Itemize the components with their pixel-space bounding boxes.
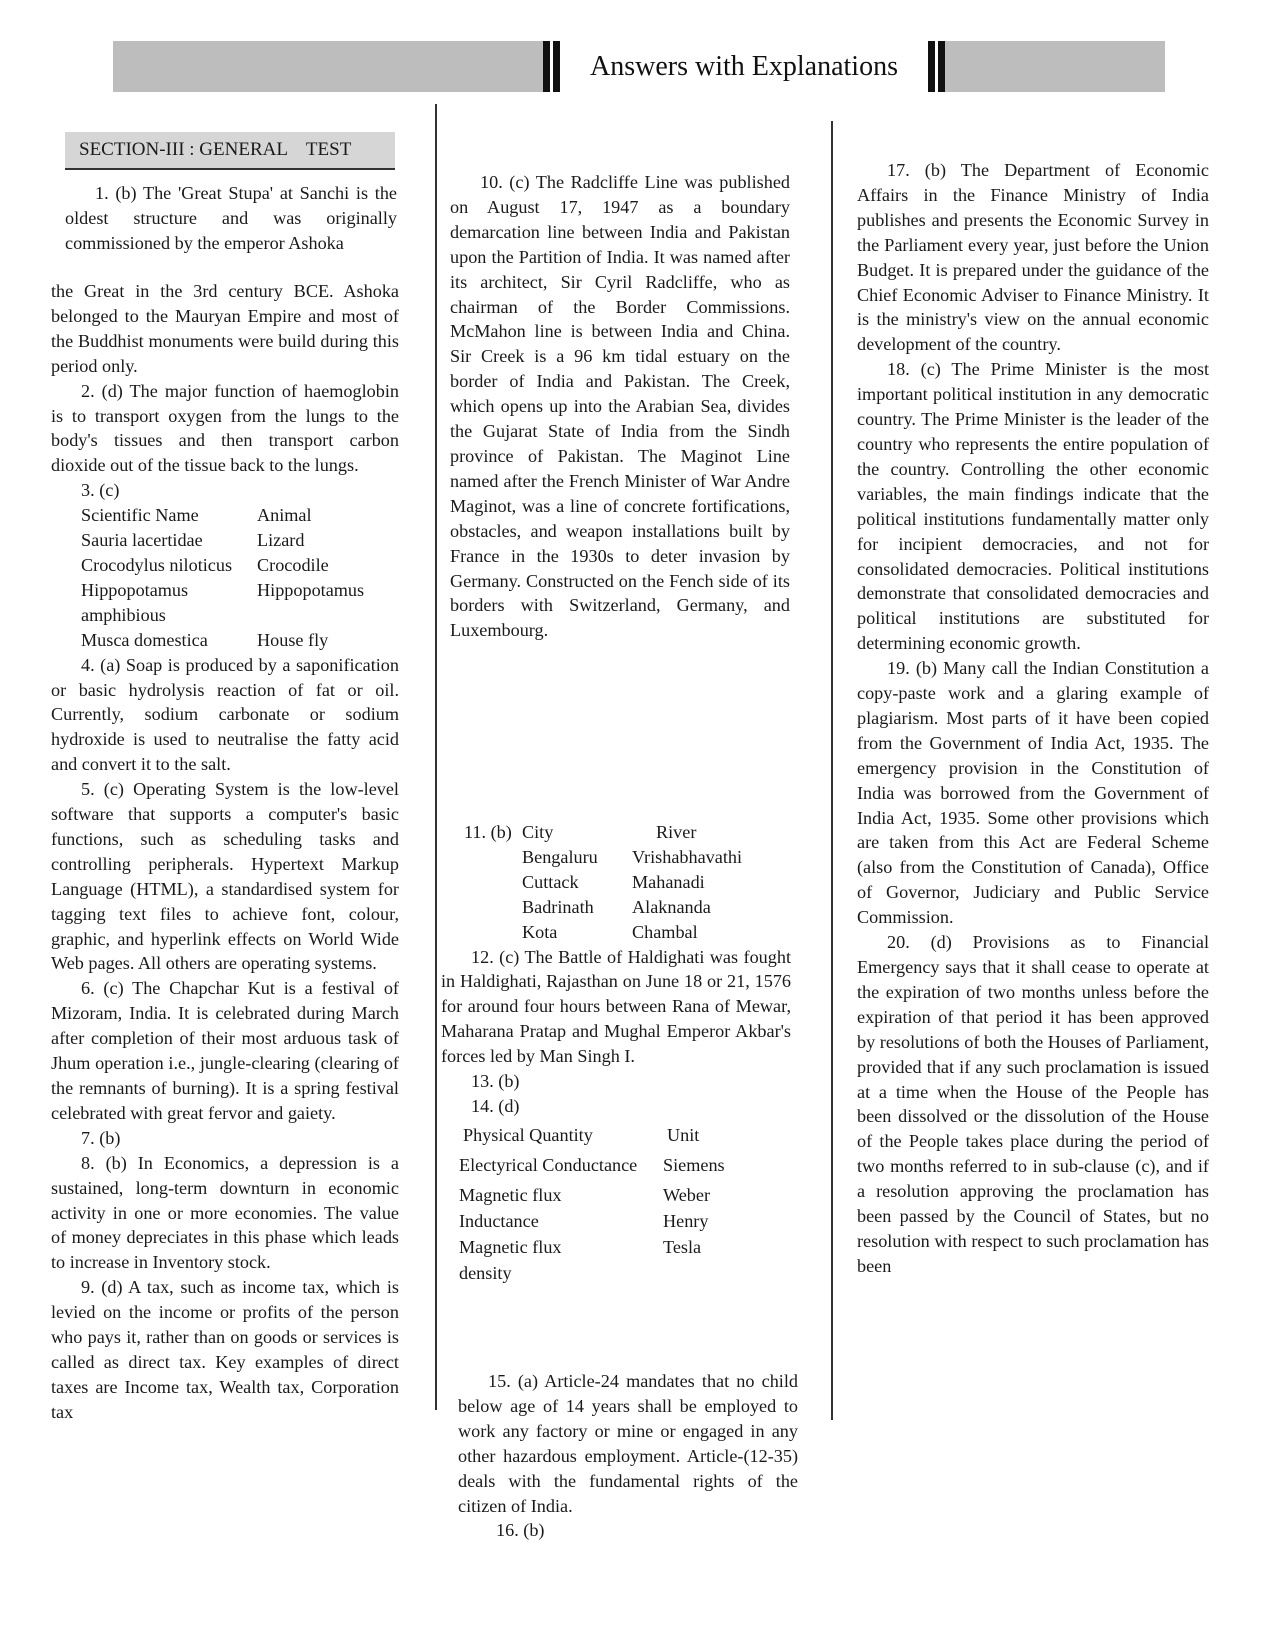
answer-11: 11. (b) [464, 822, 512, 842]
header-title-box [543, 41, 945, 92]
table-cell: Musca domestica [81, 629, 208, 650]
table-row [81, 528, 364, 553]
table-cell: Inductance [459, 1210, 539, 1231]
table-row [464, 895, 742, 920]
table-cell: Mahanadi [632, 871, 705, 892]
table-physical-quantity [459, 1122, 725, 1286]
answer-19: 19. (b) Many call the Indian Constitution a copy-paste work and a glaring example of plagiarism. Most parts of it have been copied from the Government of India Act, 1935. The emergency provision in the Constitution of India was borrowed from the Government of India Act, 1935. Some other provisions which are taken from this Act are Federal Scheme (also from the Constitution of Canada), Office of Governor, Judiciary and Public Service Commission. [857, 658, 1209, 928]
answer-intro [65, 181, 397, 256]
answer-20: 20. (d) Provisions as to Financial Emergency says that it shall cease to operate at the expiration of two months unless before the expiration of that period it has been approved by resolutions of both the Houses of Parliament, provided that if any such proclamation is issued at a time when the House of the People has been dissolved or the dissolution of the House of the People takes place during the period of two months referred to in sub-clause (c), and if a resolution approving the proclamation has been passed by the Council of States, but no resolution with respect to such proclamation has been [857, 932, 1209, 1276]
table-row [459, 1208, 725, 1234]
section-heading [65, 132, 395, 170]
answer-10: 10. (c) The Radcliffe Line was published on August 17, 1947 as a boundary demarcation line between India and Pakistan upon the Partition of India. It was named after its architect, Sir Cyril Radcliffe, who as chairman of the Border Commissions. McMahon line is between India and China. Sir Creek is a 96 km tidal estuary on the border of India and Pakistan. The Creek, which opens up into the Arabian Sea, divides the Gujarat State of India from the Sindh province of Pakistan. The Maginot Line named after the French Minister of War Andre Maginot, was a line of concrete fortifications, obstacles, and weapon installations built by France in the 1930s to deter invasion by Germany. Constructed on the Fench side of its borders with Switzerland, Germany, and Luxembourg. [450, 172, 790, 641]
answer-14: 14. (d) [471, 1095, 520, 1116]
table-cell: Weber [663, 1184, 711, 1205]
table-row [464, 845, 742, 870]
table-city-river [464, 820, 742, 945]
table-header-cell: Physical Quantity [463, 1124, 593, 1145]
table-header-cell: City [522, 822, 554, 842]
table-header-cell: River [656, 822, 697, 842]
table-cell: Tesla [663, 1236, 702, 1257]
table-cell: Alaknanda [632, 896, 711, 917]
table-cell: Sauria lacertidae [81, 530, 203, 551]
table-cell: Kota [522, 921, 558, 942]
answer-7: 7. (b) [81, 1127, 121, 1148]
table-cell: Vrishabhavathi [632, 846, 743, 867]
answer-1-part-1: 1. (b) The 'Great Stupa' at Sanchi is the oldest structure and was originally commissioned by the emperor Ashoka [65, 183, 397, 253]
table-cell: Cuttack [522, 871, 579, 892]
column-2-middle [441, 820, 791, 1286]
table-cell: Magnetic flux density [459, 1236, 562, 1283]
answer-6: 6. (c) The Chapchar Kut is a festival of Mizoram, India. It is celebrated during March after completion of their most arduous task of Jhum operation i.e., jungle-clearing (clearing of the remnants of burning). It is a spring festival celebrated with great fervor and gaiety. [51, 978, 399, 1123]
answer-13: 13. (b) [471, 1071, 520, 1092]
table-row [459, 1152, 725, 1182]
table-header-row [464, 820, 742, 845]
table-header-cell: Scientific Name [81, 505, 199, 526]
answer-9: 9. (d) A tax, such as income tax, which is levied on the income or profits of the person who pays it, rather than on goods or services is called as direct tax. Key examples of direct taxes are Income tax, Wealth tax, Corporation tax [51, 1277, 399, 1422]
table-cell: Magnetic flux [459, 1184, 562, 1205]
answer-12: 12. (c) The Battle of Haldighati was fought in Haldighati, Rajasthan on June 18 or 21, 1576 for around four hours between Rana of Mewar, Maharana Pratap and Mughal Emperor Akbar's forces led by Man Singh I. [441, 946, 791, 1067]
column-2-top [450, 170, 790, 643]
column-divider-left [435, 104, 437, 1410]
table-header-cell: Animal [257, 505, 312, 526]
table-cell: Lizard [257, 530, 305, 551]
table-cell: Hippopotamus [257, 579, 365, 600]
column-divider-right [831, 121, 833, 1420]
table-cell: Siemens [663, 1154, 725, 1175]
section-title: SECTION-III : GENERAL TEST [79, 139, 352, 160]
answer-18: 18. (c) The Prime Minister is the most important political institution in any democratic country. The Prime Minister is the leader of the country who represents the entire population of the country. Controlling the other economic variables, the main findings indicate that the political institutions fundamentally matter only for incipient democracies, and not for consolidated democracies. Political institutions demonstrate that consolidated democracies and political institutions are substituted for determining economic growth. [857, 359, 1209, 654]
answer-8: 8. (b) In Economics, a depression is a sustained, long-term downturn in economic activity in one or more economies. The value of money depreciates in this phase which leads to increase in Inventory stock. [51, 1152, 399, 1273]
header-banner [113, 41, 1165, 92]
table-row [464, 870, 742, 895]
answer-5: 5. (c) Operating System is the low-level software that supports a computer's basic functions, such as scheduling tasks and controlling peripherals. Hypertext Markup Language (HTML), a standardised system for tagging text files to achieve font, colour, graphic, and hyperlink effects on World Wide Web pages. All others are operating systems. [51, 779, 399, 974]
table-header-row [81, 503, 364, 528]
table-row [464, 920, 742, 945]
table-cell: Bengaluru [522, 846, 598, 867]
table-row [81, 578, 364, 628]
answer-1-part-2: the Great in the 3rd century BCE. Ashoka belonged to the Mauryan Empire and most of the Buddhist monuments were build during this period only. [51, 281, 399, 376]
column-2-bottom [458, 1369, 798, 1543]
table-cell: Crocodylus niloticus [81, 554, 233, 575]
table-row [459, 1182, 725, 1208]
answer-15: 15. (a) Article-24 mandates that no child below age of 14 years shall be employed to work any factory or mine or engaged in any other hazardous employment. Article-(12-35) deals with the fundamental rights of the citizen of India. [458, 1371, 798, 1516]
answer-4: 4. (a) Soap is produced by a saponification or basic hydrolysis reaction of fat or oil. Currently, sodium carbonate or sodium hydroxide is used to neutralise the fatty acid and convert it to the salt. [51, 654, 399, 775]
table-row [81, 628, 364, 653]
table-cell: Badrinath [522, 896, 594, 917]
table-cell: Chambal [632, 921, 698, 942]
table-cell: House fly [257, 629, 329, 650]
table-row [459, 1234, 725, 1286]
table-row [81, 553, 364, 578]
column-3 [857, 158, 1209, 1279]
table-cell: Hippopotamus amphibious [81, 579, 189, 625]
answer-3: 3. (c) [81, 480, 120, 501]
table-cell: Crocodile [257, 554, 329, 575]
table-scientific-names [81, 503, 364, 652]
answer-16: 16. (b) [496, 1520, 545, 1541]
table-cell: Electyrical Conductance [459, 1154, 638, 1175]
table-cell: Henry [663, 1210, 709, 1231]
answer-2: 2. (d) The major function of haemoglobin is to transport oxygen from the lungs to the body's tissues and then transport carbon dioxide out of the tissue back to the lungs. [51, 380, 399, 476]
table-header-cell: Unit [667, 1124, 700, 1145]
column-1 [51, 279, 399, 1425]
table-header-row [459, 1122, 725, 1152]
answer-17: 17. (b) The Department of Economic Affairs in the Finance Ministry of India publishes and presents the Economic Survey in the Parliament every year, just before the Union Budget. It is prepared under the guidance of the Chief Economic Adviser to Finance Ministry. It is the ministry's view on the annual economic development of the country. [857, 160, 1209, 355]
page-title: Answers with Explanations [590, 51, 898, 82]
